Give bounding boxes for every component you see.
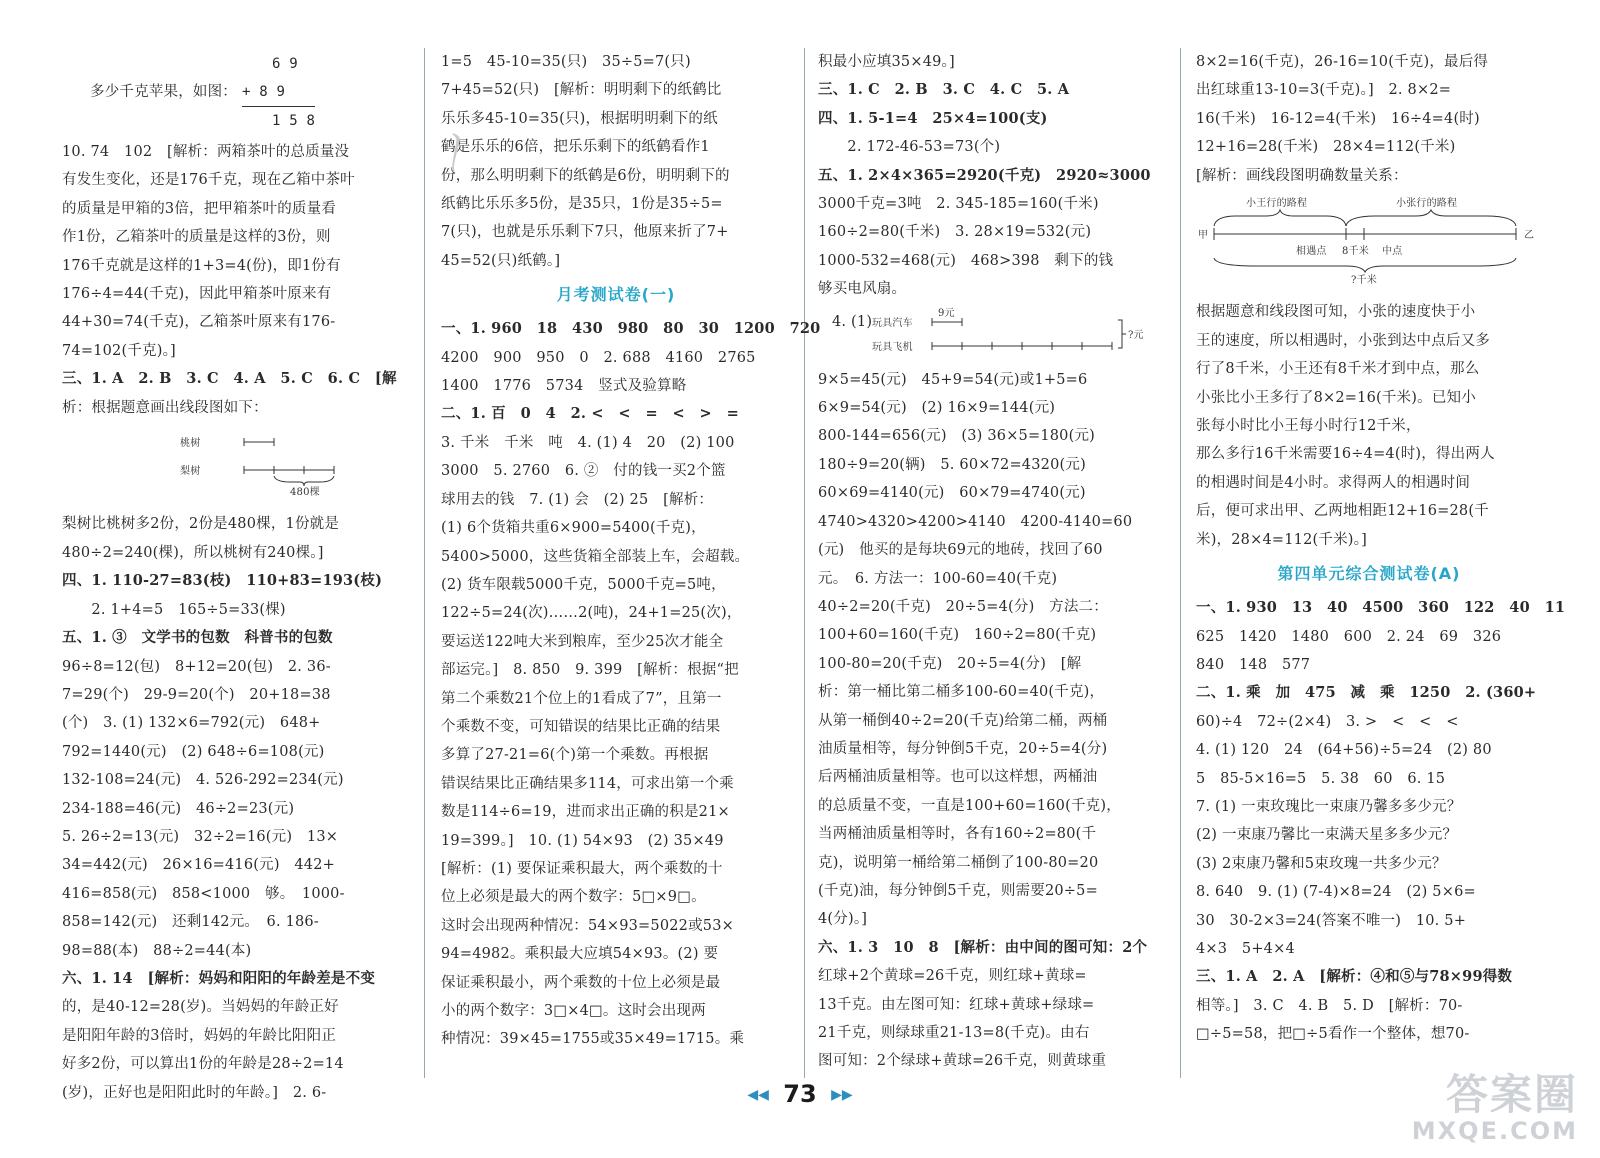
answer-line: 份，那么明明剩下的纸鹤是6份，明明剩下的 [441, 167, 730, 184]
answer-line: 180÷9=20(辆) 5. 60×72=4320(元) [818, 456, 1086, 473]
answer-line: 数是114÷6=19，进而求出正确的积是21× [441, 804, 730, 821]
answer-line: 7=29(个) 29-9=20(个) 20+18=38 [62, 686, 331, 703]
answer-line: (岁)，正好也是阳阳此时的年龄。] 2. 6- [62, 1084, 327, 1101]
answer-line: 13千克。由左图可知：红球+黄球+绿球= [818, 996, 1095, 1013]
answer-line: [解析：画线段图明确数量关系： [1196, 167, 1408, 184]
item-number: 4. (1) [832, 313, 873, 330]
answer-line: 416=858(元) 858<1000 够。 1000- [62, 885, 345, 902]
answer-line: 析：根据题意画出线段图如下： [62, 399, 268, 416]
answer-line: 部运完。] 8. 850 9. 399 [解析：根据“把 [441, 662, 739, 679]
answer-line: 45=52(只)纸鹤。] [441, 252, 561, 269]
answer-column-4 [1196, 48, 1566, 1078]
tree-segment-diagram [62, 424, 402, 499]
answer-line: 球用去的钱 7. (1) 会 (2) 25 [解析： [441, 491, 714, 508]
section-answer-line: 三、1. C 2. B 3. C 4. C 5. A [818, 81, 1070, 99]
answer-line: 析：第一桶比第二桶多100-60=40(千克)， [818, 684, 1105, 701]
answer-line: 是阳阳年龄的3倍时，妈妈的年龄比阳阳正 [62, 1027, 337, 1044]
figure-toy-diagram [818, 306, 1156, 362]
section-answer-line: 三、1. A 2. B 3. C 4. A 5. C 6. C [解 [62, 370, 397, 388]
answer-line: 从第一桶倒40÷2=20(千克)给第二桶，两桶 [818, 712, 1108, 729]
answer-line: 10. 74 102 [解析：两箱茶叶的总质量没 [62, 144, 350, 160]
answer-line: 19=399。] 10. (1) 54×93 (2) 35×49 [441, 832, 724, 849]
answer-line: 9×5=45(元) 45+9=54(元)或1+5=6 [818, 371, 1088, 388]
answer-line: 1400 1776 5734 竖式及验算略 [441, 378, 687, 395]
scan-mark: 〳 [430, 123, 484, 181]
column-divider-1 [424, 48, 425, 1078]
answer-line: 234-188=46(元) 46÷2=23(元) [62, 800, 295, 817]
answer-line: 132-108=24(元) 4. 526-292=234(元) [62, 772, 344, 789]
answer-line: 840 148 577 [1196, 656, 1311, 673]
answer-line: 当两桶油质量相等时，各有160÷2=80(千 [818, 826, 1097, 843]
section-answer-line: 一、1. 960 18 430 980 80 30 1200 720 [441, 320, 821, 338]
prev-page-arrows-icon: ◀◀ [747, 1087, 769, 1103]
puzzle-row1: 6 9 [272, 56, 298, 72]
answer-line: 位上必须是最大的两个数字：5□×9□。 [441, 889, 706, 906]
answer-line: 鹤是乐乐的6倍，把乐乐剩下的纸鹤看作1 [441, 139, 710, 156]
answer-line: 那么多行16千米需要16÷4=4(时)，得出两人 [1196, 446, 1495, 463]
answer-line: 个乘数不变，可知错误的结果比正确的结果 [441, 718, 721, 735]
answer-line: 出红球重13-10=3(千克)。] 2. 8×2= [1196, 82, 1452, 99]
answer-line: 44+30=74(千克)，乙箱茶叶原来有176- [62, 314, 336, 331]
answer-line: 7(只)，也就是乐乐剩下7只，他原来折了7+ [441, 224, 729, 241]
label-toy-plane: 玩具飞机 [872, 341, 913, 353]
answer-line: 要运送122吨大米到粮库，至少25次才能全 [441, 633, 724, 650]
section-answer-line: 二、1. 乘 加 475 减 乘 1250 2. (360+ [1196, 684, 1537, 702]
label-a: 甲 [1198, 230, 1209, 242]
answer-line: 94=4982。乘积最大应填54×93。(2) 要 [441, 946, 719, 963]
answer-line: 小张比小王多行了8×2=16(千米)。已知小 [1196, 389, 1476, 406]
road-segment-diagram [1196, 192, 1536, 287]
section-answer-line: 六、1. 14 [解析：妈妈和阳阳的年龄差是不变 [62, 969, 376, 987]
answer-line: 100+60=160(千克) 160÷2=80(千克) [818, 627, 1097, 644]
brace-xiaowang [1214, 210, 1346, 226]
answer-line: 4. (1) 120 24 (64+56)÷5=24 (2) 80 [1196, 742, 1492, 759]
answer-line: 6×9=54(元) (2) 16×9=144(元) [818, 400, 1056, 417]
answer-column-1 [62, 48, 408, 1101]
answer-line: 625 1420 1480 600 2. 24 69 326 [1196, 628, 1502, 645]
answer-line: 5 85-5×16=5 5. 38 60 6. 15 [1196, 770, 1446, 787]
answer-line: □÷5=58，把□÷5看作一个整体，想70- [1196, 1026, 1470, 1043]
answer-line: 96÷8=12(包) 8+12=20(包) 2. 36- [62, 658, 331, 675]
label-total: ?千米 [1351, 275, 1377, 287]
answer-line: 7+45=52(只) [解析：明明剩下的纸鹤比 [441, 82, 722, 99]
answer-line: 梨树比桃树多2份，2份是480棵，1份就是 [62, 516, 340, 533]
label-toy-car: 玩具汽车 [872, 317, 913, 329]
answer-line: (千克)油，每分钟倒5千克，则需要20÷5= [818, 882, 1098, 899]
label-xiaozhang: 小张行的路程 [1396, 198, 1458, 210]
answer-line: 错误结果比正确结果多114，可求出第一个乘 [441, 775, 734, 792]
answer-line: 60)÷4 72÷(2×4) 3. > < < < [1196, 713, 1459, 730]
answer-line: 纸鹤比乐乐多5份，是35只，1份是35÷5= [441, 196, 723, 213]
answer-line: 米)，28×4=112(千米)。] [1196, 531, 1367, 548]
answer-line: 8×2=16(千克)，26-16=10(千克)，最后得 [1196, 54, 1489, 70]
label-pear: 梨树 [180, 466, 201, 478]
answer-line: (元) 他买的是每块69元的地砖，找回了60 [818, 542, 1103, 559]
section-answer-line: 四、1. 110-27=83(枝) 110+83=193(枝) [62, 572, 383, 590]
answer-line: 的总质量不变，一直是100+60=160(千克)， [818, 797, 1121, 814]
answer-line: 积最小应填35×49。] [818, 54, 955, 70]
answer-line: 后，便可求出甲、乙两地相距12+16=28(千 [1196, 503, 1489, 520]
brace-xiaozhang [1346, 210, 1516, 226]
answer-line: 122÷5=24(次)……2(吨)，24+1=25(次)， [441, 605, 742, 622]
section-answer-line: 四、1. 5-1=4 25×4=100(支) [818, 109, 1048, 127]
answer-line: [解析：(1) 要保证乘积最大，两个乘数的十 [441, 860, 723, 877]
answer-line: 的，是40-12=28(岁)。当妈妈的年龄正好 [62, 999, 339, 1016]
answer-line: 好多2份，可以算出1份的年龄是28÷2=14 [62, 1056, 344, 1073]
label-meet-point: 相遇点 [1296, 246, 1327, 258]
answer-line: (3) 2束康乃馨和5束玫瑰一共多少元？ [1196, 855, 1447, 872]
answer-line: 4×3 5+4×4 [1196, 940, 1295, 957]
brace-label: 480棵 [290, 487, 320, 499]
answer-line: 5. 26÷2=13(元) 32÷2=16(元) 13× [62, 828, 339, 845]
answer-line: 保证乘积最小，两个乘数的十位上必须是最 [441, 974, 721, 991]
answer-line: 98=88(本) 88÷2=44(本) [62, 942, 252, 959]
answer-line: 4740>4320>4200>4140 4200-4140=60 [818, 513, 1133, 530]
answer-line: 第二个乘数21个位上的1看成了7”，且第一 [441, 690, 722, 707]
answer-line: 7. (1) 一束玫瑰比一束康乃馨多多少元？ [1196, 798, 1462, 815]
answer-column-2 [441, 48, 821, 1078]
answer-line: (2) 货车限载5000千克，5000千克=5吨， [441, 576, 726, 593]
answer-line: 种情况：39×45=1755或35×49=1715。乘 [441, 1031, 745, 1048]
brace [274, 476, 334, 486]
section-title: 月考测试卷(一) [556, 285, 676, 305]
section-answer-line: 二、1. 百 0 4 2. < < = < > = [441, 405, 739, 423]
section-title: 第四单元综合测试卷(A) [1277, 564, 1461, 584]
answer-line: 3000 5. 2760 6. ② 付的钱一买2个篮 [441, 463, 726, 480]
column-divider-2 [804, 48, 805, 1078]
section-answer-line: 五、1. ③ 文学书的包数 科普书的包数 [62, 629, 333, 647]
answer-line: 4(分)。] [818, 911, 868, 928]
plane-price: ?元 [1128, 329, 1144, 341]
answer-line: 作1份，乙箱茶叶的质量是这样的3份，则 [62, 229, 331, 246]
answer-line: 张每小时比小王每小时行12千米， [1196, 418, 1421, 435]
answer-line: 1000-532=468(元) 468>398 剩下的钱 [818, 252, 1114, 269]
answer-line: 800-144=656(元) (3) 36×5=180(元) [818, 428, 1096, 445]
answer-line: 的相遇时间是4小时。求得两人的相遇时间 [1196, 474, 1471, 491]
answer-line: 克)，说明第一桶给第二桶倒了100-80=20 [818, 854, 1099, 871]
answer-line: 红球+2个黄球=26千克，则红球+黄球= [818, 968, 1087, 985]
answer-line: 480÷2=240(棵)，所以桃树有240棵。] [62, 544, 324, 561]
label-b: 乙 [1524, 230, 1535, 242]
answer-line: (1) 6个货箱共重6×900=5400(千克)， [441, 520, 706, 537]
puzzle-row3: 1 5 8 [242, 106, 315, 135]
next-page-arrows-icon: ▶▶ [831, 1087, 853, 1103]
figure-road-diagram [1196, 192, 1542, 294]
answer-line: (个) 3. (1) 132×6=792(元) 648+ [62, 715, 321, 732]
brace-total [1214, 258, 1516, 272]
answer-line: 乐乐多45-10=35(只)，根据明明剩下的纸 [441, 110, 718, 127]
page-number: 73 [783, 1080, 817, 1108]
answer-line: 176千克就是这样的1+3=4(份)，即1份有 [62, 257, 341, 274]
car-price: 9元 [938, 307, 955, 319]
answer-line: 8. 640 9. (1) (7-4)×8=24 (2) 5×6= [1196, 884, 1476, 901]
column-divider-3 [1180, 48, 1181, 1078]
answer-line: 小的两个数字：3□×4□。这时会出现两 [441, 1003, 706, 1019]
answer-line: 2. 172-46-53=73(个) [818, 139, 1001, 156]
answer-line: 858=142(元) 还剩142元。 6. 186- [62, 914, 319, 931]
answer-line: 160÷2=80(千米) 3. 28×19=532(元) [818, 224, 1092, 241]
section-answer-line: 五、1. 2×4×365=2920(千克) 2920≈3000 [818, 166, 1151, 184]
answer-line: 3. 千米 千米 吨 4. (1) 4 20 (2) 100 [441, 434, 735, 451]
answer-line: 16(千米) 16-12=4(千米) 16÷4=4(时) [1196, 110, 1480, 127]
puzzle-grid [242, 50, 315, 135]
answer-line: 图可知：2个绿球+黄球=26千克，则黄球重 [818, 1053, 1107, 1070]
answer-line: (2) 一束康乃馨比一束满天星多多少元？ [1196, 827, 1458, 844]
puzzle-row2: + 8 9 [242, 84, 286, 100]
label-8km: 8千米 [1342, 246, 1369, 258]
answer-line: 这时会出现两种情况：54×93=5022或53× [441, 917, 735, 934]
page-footer [0, 1080, 1600, 1108]
answer-line: 12+16=28(千米) 28×4=112(千米) [1196, 139, 1456, 156]
label-peach: 桃树 [180, 438, 201, 450]
answer-line: 油质量相等，每分钟倒5千克，20÷5=4(分) [818, 740, 1108, 757]
answer-line: 行了8千米，小王还有8千米才到中点，那么 [1196, 361, 1480, 378]
answer-line: 2. 1+4=5 165÷5=33(棵) [62, 601, 286, 618]
watermark [1412, 1072, 1578, 1144]
watermark-domain: MXQE.COM [1411, 1117, 1578, 1145]
answer-line: 根据题意和线段图可知，小张的速度快于小 [1196, 304, 1476, 321]
watermark-main: 答案圈 [1445, 1070, 1578, 1119]
answer-line: 后两桶油质量相等。也可以这样想，两桶油 [818, 769, 1098, 786]
answer-line: 40÷2=20(千克) 20÷5=4(分) 方法二： [818, 598, 1108, 615]
answer-line: 够买电风扇。 [818, 281, 907, 298]
section-answer-line: 一、1. 930 13 40 4500 360 122 40 11 [1196, 599, 1566, 617]
answer-line: 3000千克=3吨 2. 345-185=160(千米) [818, 196, 1099, 213]
answer-line: 多算了27-21=6(个)第一个乘数。再根据 [441, 747, 709, 764]
answer-column-3 [818, 48, 1156, 1078]
figure-tree-diagram [62, 424, 408, 506]
puzzle-prefix: 多少千克苹果，如图： [90, 84, 237, 100]
answer-line: 的质量是甲箱的3倍，把甲箱茶叶的质量看 [62, 200, 337, 217]
answer-line: 5400>5000，这些货箱全部装上车，会超载。 [441, 548, 750, 565]
answer-line: 有发生变化，还是176千克，现在乙箱中茶叶 [62, 172, 355, 189]
toy-segment-diagram [870, 306, 1170, 362]
answer-line: 30 30-2×3=24(答案不唯一) 10. 5+ [1196, 912, 1467, 929]
section-answer-line: 三、1. A 2. A [解析：④和⑤与78×99得数 [1196, 968, 1513, 986]
answer-line: 60×69=4140(元) 60×79=4740(元) [818, 485, 1086, 502]
section-answer-line: 六、1. 3 10 8 [解析：由中间的图可知：2个 [818, 938, 1148, 956]
answer-line: 100-80=20(千克) 20÷5=4(分) [解 [818, 655, 1082, 672]
label-xiaowang: 小王行的路程 [1246, 198, 1308, 210]
answer-line: 1=5 45-10=35(只) 35÷5=7(只) [441, 54, 691, 70]
answer-line: 元。 6. 方法一：100-60=40(千克) [818, 570, 1058, 587]
answer-line: 176÷4=44(千克)，因此甲箱茶叶原来有 [62, 286, 332, 303]
label-midpoint: 中点 [1382, 246, 1403, 258]
answer-line: 34=442(元) 26×16=416(元) 442+ [62, 857, 336, 874]
figure-apple-puzzle [62, 50, 408, 134]
answer-line: 792=1440(元) (2) 648÷6=108(元) [62, 743, 325, 760]
answer-line: 王的速度，所以相遇时，小张到达中点后又多 [1196, 332, 1490, 349]
answer-line: 21千克，则绿球重21-13=8(千克)。由右 [818, 1025, 1090, 1041]
answer-line: 4200 900 950 0 2. 688 4160 2765 [441, 349, 756, 366]
right-brace [1118, 320, 1126, 348]
answer-line: 相等。] 3. C 4. B 5. D [解析：70- [1196, 997, 1463, 1014]
answer-line: 74=102(千克)。] [62, 342, 176, 359]
